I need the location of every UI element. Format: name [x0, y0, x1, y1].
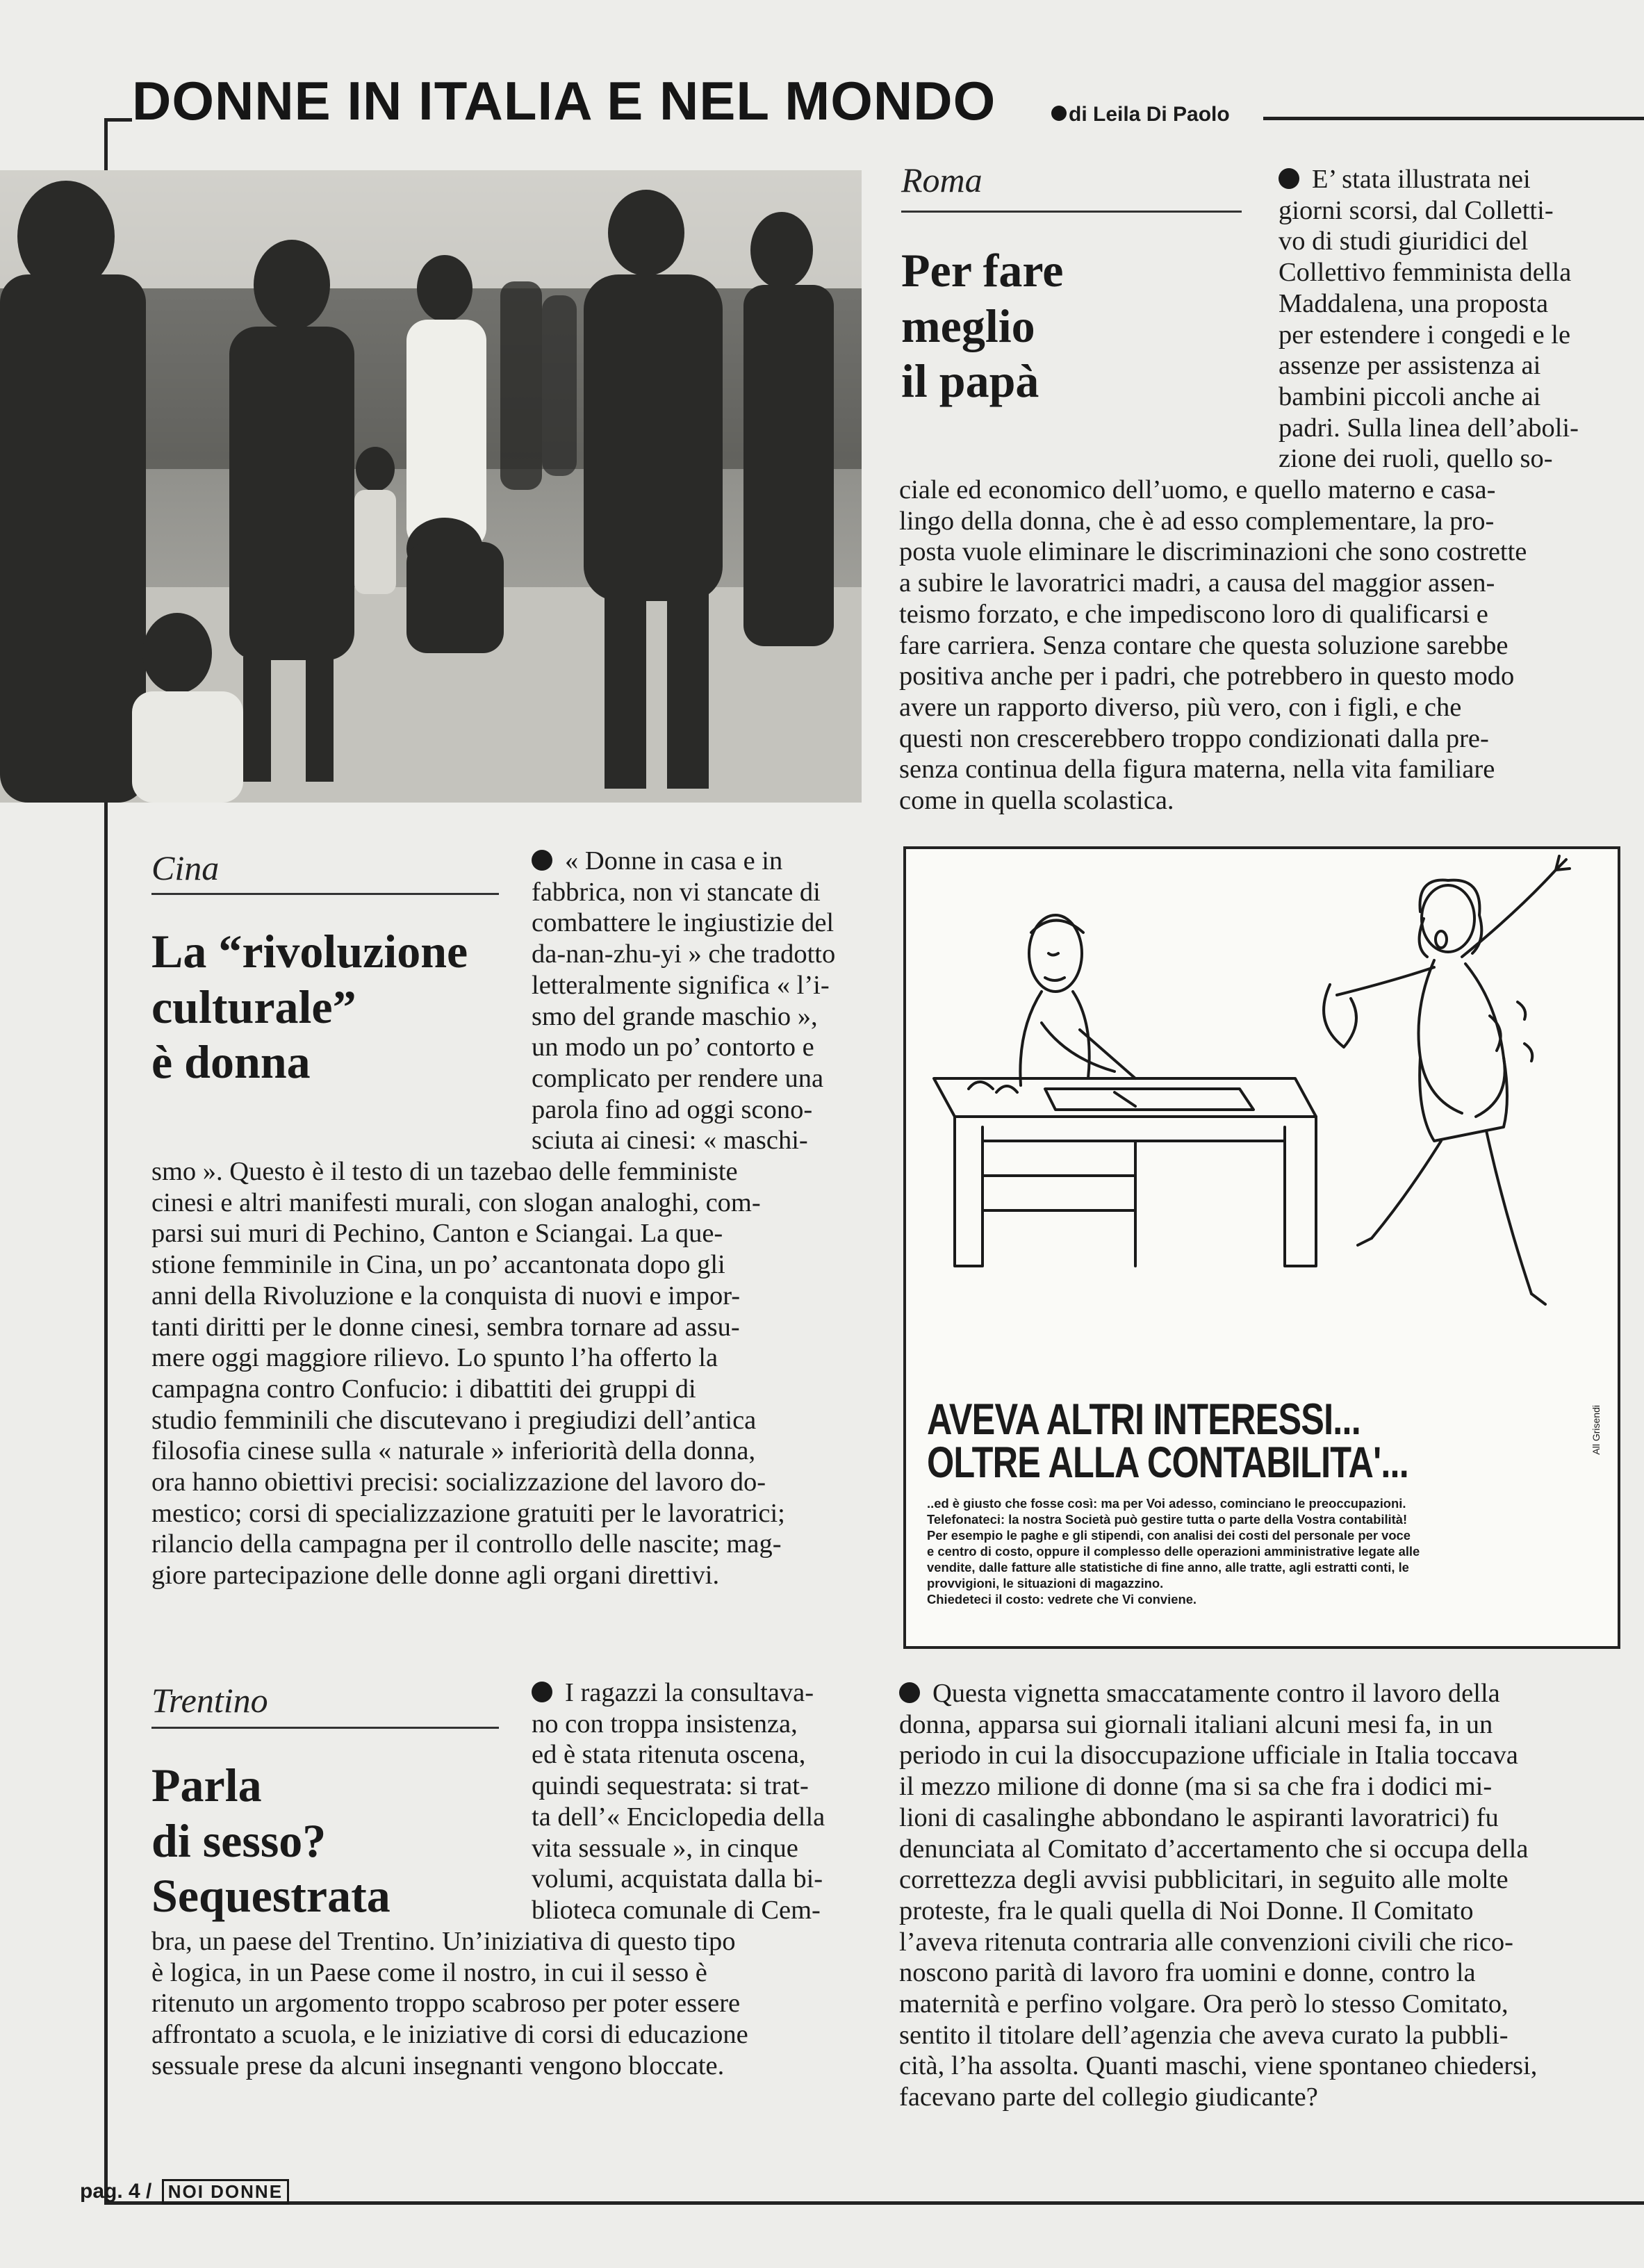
- cartoon-illustration-icon: [906, 849, 1618, 1391]
- roma-body-line: fare carriera. Senza contare che questa soluzione sarebbe: [899, 630, 1509, 660]
- trentino-body-line: ta dell’« Enciclopedia della: [532, 1802, 825, 1832]
- trentino-body-line: è logica, in un Paese come il nostro, in cui il sesso è: [151, 1957, 707, 1987]
- trentino-body-line: ed è stata ritenuta oscena,: [532, 1740, 806, 1770]
- vignetta-body-line: facevano parte del collegio giudicante?: [899, 2082, 1318, 2112]
- page-number: pag. 4 /: [80, 2180, 152, 2203]
- trentino-headline-line: Parla: [151, 1759, 262, 1811]
- roma-headline-line: meglio: [901, 299, 1035, 352]
- cina-body-line: complicato per rendere una: [532, 1063, 824, 1093]
- vignetta-body-line: maternità e perfino volgare. Ora però lo stesso Comitato,: [899, 1989, 1509, 2019]
- bullet-icon: [1279, 168, 1299, 189]
- vignetta-body-line: cità, l’ha assolta. Quanti maschi, viene spontaneo chiedersi,: [899, 2051, 1538, 2081]
- roma-headline-line: Per fare: [901, 244, 1064, 297]
- trentino-headline-line: di sesso?: [151, 1814, 327, 1867]
- cina-body-line: « Donne in casa e in: [532, 846, 865, 877]
- trentino-body-narrow: [532, 1677, 865, 1926]
- trentino-body-line: quindi sequestrata: si trat-: [532, 1771, 809, 1801]
- trentino-headline: [151, 1758, 391, 1924]
- cina-body-line: mestico; corsi di specializzazione gratuiti per le lavoratrici;: [151, 1498, 785, 1528]
- cartoon-body-line: ..ed è giusto che fosse così: ma per Voi adesso, cominciano le preoccupazioni.: [927, 1496, 1406, 1511]
- masthead-rule: [1263, 117, 1644, 120]
- roma-section-label: Roma: [901, 161, 983, 199]
- cartoon-body-line: e centro di costo, oppure il complesso delle operazioni amministrative legate alle: [927, 1544, 1420, 1559]
- roma-body-line: zione dei ruoli, quello so-: [1279, 444, 1553, 474]
- roma-body-line: avere un rapporto diverso, più vero, con i figli, e che: [899, 692, 1462, 722]
- roma-body-line: assenze per assistenza ai: [1279, 351, 1541, 381]
- trentino-body-line: bra, un paese del Trentino. Un’iniziativa di questo tipo: [151, 1927, 736, 1956]
- cartoon-body: [927, 1495, 1580, 1607]
- roma-headline: [901, 243, 1063, 409]
- cina-body-line: mere oggi maggiore rilievo. Lo spunto l’ha offerto la: [151, 1343, 718, 1373]
- trentino-section-label: Trentino: [151, 1681, 268, 1720]
- bullet-icon: [899, 1682, 920, 1703]
- cartoon-signature: All Grisendi: [1590, 1405, 1602, 1455]
- cina-body-line: letteralmente significa « l’i-: [532, 970, 830, 1000]
- roma-body-wide: [899, 475, 1609, 816]
- roma-body-line: questi non crescerebbero troppo condizionati dalla pre-: [899, 723, 1489, 753]
- roma-body-line: bambini piccoli anche ai: [1279, 381, 1541, 411]
- cina-body-line: parola fino ad oggi scono-: [532, 1094, 813, 1124]
- cartoon-body-line: Chiedeteci il costo: vedrete che Vi conviene.: [927, 1592, 1197, 1606]
- roma-body-line: teismo forzato, e che impediscono loro di qualificarsi e: [899, 599, 1488, 629]
- roma-body-line: vo di studi giuridici del: [1279, 227, 1529, 256]
- photo-crowd-icon: [0, 170, 862, 803]
- cina-body-line: un modo un po’ contorto e: [532, 1033, 814, 1062]
- cina-body-narrow: [532, 846, 865, 1156]
- vignetta-body-line: il mezzo milione di donne (ma si sa che fra i dodici mi-: [899, 1772, 1493, 1802]
- cartoon-body-line: vendite, dalle fatture alle statistiche di fine anno, alle tratte, agli estratti conti, le: [927, 1560, 1409, 1575]
- vignetta-body: [899, 1678, 1609, 2113]
- trentino-body-line: sessuale prese da alcuni insegnanti vengono bloccate.: [151, 2051, 725, 2080]
- cina-body-line: cinesi e altri manifesti murali, con slogan analoghi, com-: [151, 1188, 761, 1217]
- vignetta-body-line: l’aveva ritenuta contraria alle convenzioni civili che rico-: [899, 1927, 1513, 1957]
- trentino-body-line: affrontato a scuola, e le iniziative di corsi di educazione: [151, 2020, 748, 2050]
- cina-body-line: stione femminile in Cina, un po’ accantonata dopo gli: [151, 1250, 725, 1280]
- cartoon-body-line: Per esempio le paghe e gli stipendi, con analisi dei costi del personale per voce: [927, 1528, 1411, 1543]
- bullet-icon: [532, 850, 552, 871]
- roma-section-rule: [901, 211, 1242, 213]
- cina-body-line: studio femminili che discutevano i pregiudizi dell’antica: [151, 1405, 757, 1435]
- cina-headline-line: La “rivoluzione: [151, 925, 468, 978]
- cartoon-advert: [903, 846, 1620, 1649]
- trentino-section-rule: [151, 1727, 499, 1729]
- vignetta-body-line: denunciata al Comitato d’accertamento che si occupa della: [899, 1834, 1529, 1864]
- trentino-headline-line: Sequestrata: [151, 1869, 391, 1923]
- cartoon-slogan-line: OLTRE ALLA CONTABILITA'...: [927, 1438, 1408, 1487]
- masthead-dot-icon: [1051, 106, 1067, 121]
- roma-body-line: come in quella scolastica.: [899, 786, 1174, 816]
- trentino-body-line: vita sessuale », in cinque: [532, 1833, 798, 1863]
- trentino-body-wide: [151, 1926, 864, 2082]
- trentino-body-line: no con troppa insistenza,: [532, 1709, 798, 1739]
- cina-headline: [151, 924, 468, 1090]
- cina-body-line: campagna contro Confucio: i dibattiti dei gruppi di: [151, 1374, 696, 1404]
- roma-body-line: senza continua della figura materna, nella vita familiare: [899, 755, 1495, 784]
- trentino-body-line: ritenuto un argomento troppo scabroso per poter essere: [151, 1989, 741, 2019]
- roma-body-line: giorni scorsi, dal Colletti-: [1279, 195, 1554, 225]
- masthead-byline: di Leila Di Paolo: [1069, 103, 1230, 126]
- cartoon-slogan-line: AVEVA ALTRI INTERESSI...: [927, 1395, 1361, 1444]
- cina-body-line: fabbrica, non vi stancate di: [532, 877, 821, 907]
- roma-body-line: positiva anche per i padri, che potrebbero in questo modo: [899, 662, 1515, 691]
- cina-body-line: combattere le ingiustizie del: [532, 908, 835, 938]
- roma-body-line: per estendere i congedi e le: [1279, 320, 1571, 350]
- trentino-body-line: I ragazzi la consultava-: [532, 1677, 865, 1709]
- cina-body-line: rilancio della campagna per il controllo delle nascite; mag-: [151, 1529, 782, 1559]
- roma-body-line: a subire le lavoratrici madri, a causa del maggior assen-: [899, 568, 1495, 598]
- roma-body-line: padri. Sulla linea dell’aboli-: [1279, 413, 1579, 443]
- cina-body-line: smo ». Questo è il testo di un tazebao delle femministe: [151, 1157, 738, 1186]
- masthead-left-bracket-top: [104, 118, 132, 122]
- vignetta-body-line: donna, apparsa sui giornali italiani alcuni mesi fa, in un: [899, 1709, 1493, 1739]
- cina-headline-line: è donna: [151, 1035, 311, 1089]
- roma-headline-line: il papà: [901, 354, 1039, 408]
- roma-body-narrow: [1279, 164, 1609, 475]
- vignetta-body-line: noscono parità di lavoro fra uomini e donne, contro la: [899, 1958, 1476, 1988]
- cina-body-line: sciuta ai cinesi: « maschi-: [532, 1126, 808, 1156]
- trentino-body-line: volumi, acquistata dalla bi-: [532, 1864, 823, 1894]
- cina-body-line: anni della Rivoluzione e la conquista di nuovi e impor-: [151, 1281, 741, 1310]
- cina-headline-line: culturale”: [151, 980, 356, 1033]
- bottom-rule: [104, 2201, 1644, 2205]
- cartoon-slogan: [927, 1395, 1408, 1487]
- trentino-body-line: blioteca comunale di Cem-: [532, 1895, 821, 1925]
- roma-body-line: E’ stata illustrata nei: [1279, 164, 1609, 195]
- cina-body-line: ora hanno obiettivi precisi: socializzazione del lavoro do-: [151, 1468, 766, 1497]
- vignetta-body-line: sentito il titolare dell’agenzia che aveva curato la pubbli-: [899, 2020, 1509, 2050]
- vignetta-body-line: periodo in cui la disoccupazione ufficiale in Italia toccava: [899, 1741, 1518, 1770]
- cina-body-wide: [151, 1156, 864, 1591]
- roma-body-line: ciale ed economico dell’uomo, e quello materno e casa-: [899, 475, 1496, 504]
- roma-body-line: Collettivo femminista della: [1279, 258, 1572, 288]
- roma-body-line: lingo della donna, che è ad esso complementare, la pro-: [899, 506, 1495, 536]
- cina-body-line: tanti diritti per le donne cinesi, sembra tornare ad assu-: [151, 1312, 740, 1342]
- roma-body-line: Maddalena, una proposta: [1279, 288, 1549, 318]
- vignetta-body-line: lioni di casalinghe abbondano le aspiranti lavoratrici) fu: [899, 1802, 1499, 1832]
- noi-donne-logo: NOI DONNE: [162, 2179, 289, 2205]
- roma-body-line: posta vuole eliminare le discriminazioni che sono costrette: [899, 537, 1527, 567]
- cina-section-rule: [151, 893, 499, 895]
- cartoon-body-line: Telefonateci: la nostra Società può gestire tutta o parte della Vostra contabilità!: [927, 1512, 1408, 1527]
- bullet-icon: [532, 1682, 552, 1702]
- cartoon-body-line: provvigioni, le situazioni di magazzino.: [927, 1576, 1164, 1591]
- page-footer: [80, 2179, 289, 2205]
- cina-section-label: Cina: [151, 848, 220, 887]
- cina-body-line: giore partecipazione delle donne agli organi direttivi.: [151, 1561, 720, 1591]
- cina-body-line: da-nan-zhu-yi » che tradotto: [532, 939, 836, 969]
- vignetta-body-line: proteste, fra le quali quella di Noi Donne. Il Comitato: [899, 1896, 1474, 1925]
- cina-body-line: filosofia cinese sulla « naturale » inferiorità della donna,: [151, 1436, 756, 1466]
- vignetta-body-line: Questa vignetta smaccatamente contro il lavoro della: [899, 1678, 1609, 1709]
- cina-body-line: parsi sui muri di Pechino, Canton e Sciangai. La que-: [151, 1219, 723, 1249]
- vignetta-body-line: correttezza degli avvisi pubblicitari, in seguito alle molte: [899, 1865, 1509, 1895]
- crowd-photo: [0, 170, 862, 803]
- cina-body-line: smo del grande maschio »,: [532, 1001, 818, 1031]
- masthead-title: DONNE IN ITALIA E NEL MONDO: [132, 70, 996, 131]
